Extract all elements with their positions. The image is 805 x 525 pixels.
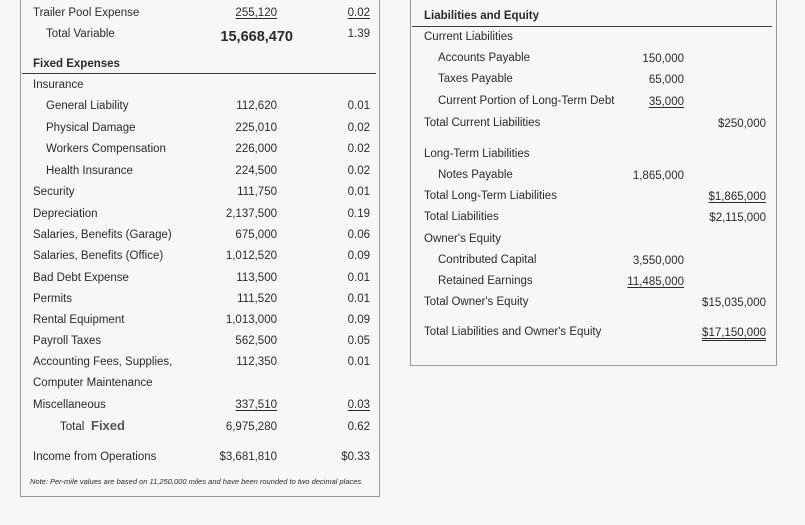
row-per-mile: 0.09 [347, 250, 370, 262]
total-longterm-label: Total Long-Term Liabilities [424, 190, 557, 202]
liabilities-equity-title: Liabilities and Equity [424, 10, 540, 22]
row-label: Payroll Taxes [33, 335, 102, 347]
total-current-label: Total Current Liabilities [424, 117, 541, 129]
row-label: Accounting Fees, Supplies, [33, 356, 173, 368]
row-label: Health Insurance [46, 165, 133, 177]
row-label: Rental Equipment [33, 314, 125, 326]
row-per-mile: 0.06 [347, 229, 370, 241]
right-panel-border-right [776, 0, 777, 365]
longterm-header: Long-Term Liabilities [424, 148, 530, 160]
row-amount: 150,000 [642, 53, 684, 65]
row-amount: 226,000 [235, 143, 277, 155]
income-operations-label: Income from Operations [33, 451, 157, 463]
total-liabilities-label: Total Liabilities [424, 211, 499, 223]
current-liabilities-header: Current Liabilities [424, 31, 513, 43]
row-amount: 112,620 [236, 100, 277, 112]
row-amount: 111,750 [237, 186, 277, 198]
trailer-pool-per-mile: 0.02 [347, 7, 370, 19]
grand-total-label: Total Liabilities and Owner's Equity [424, 326, 602, 338]
row-label: Salaries, Benefits (Garage) [33, 229, 172, 241]
row-label: Bad Debt Expense [33, 272, 129, 284]
row-label: General Liability [46, 100, 129, 112]
row-label: Accounts Payable [438, 52, 531, 64]
row-label: Retained Earnings [438, 275, 533, 287]
left-panel-border-bottom [20, 496, 380, 497]
row-per-mile: 0.02 [347, 122, 370, 134]
row-per-mile: 0.01 [347, 293, 370, 305]
row-per-mile: 0.19 [347, 208, 370, 220]
row-per-mile: 0.09 [347, 314, 370, 326]
row-amount: 1,012,520 [225, 250, 277, 262]
row-amount: 675,000 [235, 229, 277, 241]
total-equity-label: Total Owner's Equity [424, 296, 529, 308]
row-amount: 113,500 [236, 272, 277, 284]
row-amount: 562,500 [235, 335, 277, 347]
row-label: Physical Damage [46, 122, 136, 134]
row-label: Computer Maintenance [33, 377, 153, 389]
row-per-mile: 0.01 [347, 356, 370, 368]
total-longterm-amount: $1,865,000 [708, 191, 766, 203]
row-amount: 225,010 [235, 122, 277, 134]
left-panel-border-left [20, 0, 21, 496]
title-rule [412, 26, 772, 27]
row-amount: 3,550,000 [632, 255, 684, 267]
total-variable-per-mile: 1.39 [347, 28, 370, 40]
row-amount: 1,865,000 [632, 170, 684, 182]
income-operations-amount: $3,681,810 [219, 451, 277, 463]
row-per-mile: 0.05 [347, 335, 370, 347]
total-liabilities-amount: $2,115,000 [709, 212, 766, 224]
row-per-mile: 0.02 [347, 143, 370, 155]
row-label: Contributed Capital [438, 254, 537, 266]
row-per-mile: 0.02 [347, 165, 370, 177]
row-per-mile: 0.03 [347, 399, 370, 411]
left-panel-border-right [379, 0, 380, 496]
income-operations-per-mile: $0.33 [341, 451, 370, 463]
row-label: Workers Compensation [46, 143, 166, 155]
row-label: Salaries, Benefits (Office) [33, 250, 164, 262]
trailer-pool-amount: 255,120 [235, 7, 277, 19]
row-amount: 2,137,500 [225, 208, 277, 220]
row-amount: 1,013,000 [225, 314, 277, 326]
fixed-expenses-header: Fixed Expenses [33, 58, 120, 70]
right-panel-border-bottom [410, 365, 777, 366]
row-per-mile: 0.01 [347, 272, 370, 284]
total-current-amount: $250,000 [718, 118, 766, 130]
total-fixed-amount: 6,975,280 [225, 421, 277, 433]
row-label: Notes Payable [438, 169, 513, 181]
total-variable-label: Total Variable [46, 28, 115, 40]
row-per-mile: 0.01 [347, 186, 370, 198]
row-amount: 224,500 [235, 165, 277, 177]
row-label: Depreciation [33, 208, 98, 220]
row-label: Permits [33, 293, 72, 305]
total-variable-amount: 15,668,470 [220, 29, 293, 45]
row-amount: 111,520 [237, 293, 277, 305]
total-fixed-label: Total [60, 421, 85, 433]
row-label: Security [33, 186, 75, 198]
per-mile-note: Note: Per-mile values are based on 11,250,000 miles and have been rounded to two decimal places. [30, 477, 364, 486]
grand-total-amount: $17,150,000 [702, 327, 766, 339]
total-equity-amount: $15,035,000 [702, 297, 766, 309]
fixed-header-rule [22, 73, 376, 74]
row-label: Miscellaneous [33, 399, 106, 411]
row-label: Current Portion of Long-Term Debt [438, 95, 615, 107]
row-amount: 337,510 [235, 399, 277, 411]
row-amount: 35,000 [648, 96, 684, 108]
row-per-mile: 0.01 [347, 100, 370, 112]
row-amount: 65,000 [648, 74, 684, 86]
row-amount: 112,350 [236, 356, 277, 368]
trailer-pool-label: Trailer Pool Expense [33, 7, 140, 19]
total-fixed-per-mile: 0.62 [347, 421, 370, 433]
row-amount: 11,485,000 [627, 276, 684, 288]
insurance-header: Insurance [33, 79, 84, 91]
row-label: Taxes Payable [438, 73, 513, 85]
owners-equity-header: Owner's Equity [424, 233, 501, 245]
right-panel-border-left [410, 0, 411, 365]
total-fixed-handwritten: Fixed [91, 418, 125, 433]
